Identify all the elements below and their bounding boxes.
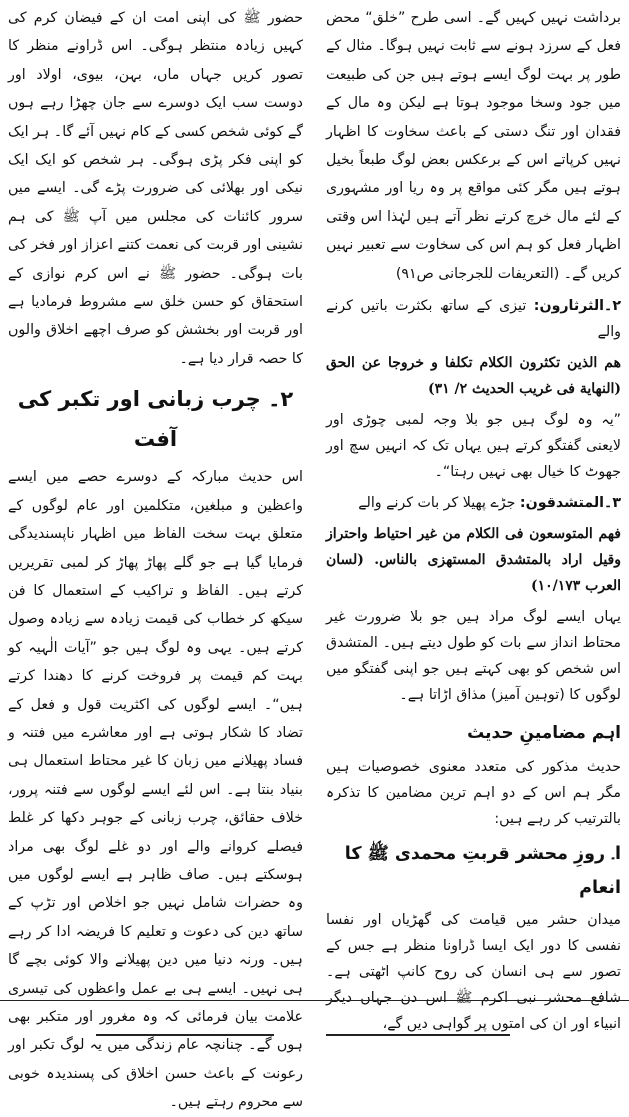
term-label: ۲۔الثرثارون: [533,298,621,315]
paragraph [326,490,621,516]
arabic-quote: فهم المتوسعون فى الكلام من غير احتياط واحتراز وقيل اراد بالمتشدق المستهزى بالناس. (لسان العرب ۱۰/۱۷۳) [326,526,621,595]
footer-divider [0,1000,629,1001]
term-text: تیزی کے ساتھ بکثرت باتیں کرنے والے [326,298,621,341]
document-page [8,4,621,1111]
paragraph [326,293,621,345]
left-column [8,4,303,1111]
term-text: جڑے پھیلا کر بات کرنے والے [358,495,520,512]
paragraph: حدیث مذکور کی متعدد معنوی خصوصیات ہیں مگر ہم اس کے دو اہم ترین مضامین کا تذکرہ بالترتیب کر رہے ہیں: [326,759,621,828]
footer-rule [96,1034,274,1036]
paragraph: ”یہ وہ لوگ ہیں جو بلا وجہ لمبی چوڑی اور لایعنی گفتگو کرتے ہیں یہاں تک کہ انہیں سچ اور جھوٹ کا خیال بھی نہیں رہتا“۔ [326,412,621,481]
subsection-heading: ا۔ روزِ محشر قربتِ محمدی ﷺ کا انعام [344,844,621,899]
term-label: ۳۔المتشدقون: [519,495,621,512]
arabic-quote: هم الذين تكثرون الكلام تكلفا و خروجا عن الحق (النهاية فى غريب الحديث ۲/ ۳۱) [326,355,621,398]
paragraph: حضور ﷺ کی اپنی امت ان کے فیضان کرم کی کہیں زیادہ منتظر ہوگی۔ اس ڈراونے منظر کا تصور کریں جہاں ماں، بہن، بیوی، اولاد اور دوست سب ایک دوسرے سے جان چھڑا رہے ہوں گے کوئی شخص کسی کے کام نہیں آئے گا۔ ہر ایک کو اپنی فکر پڑی ہوگی۔ ہر شخص کو ایک ایک نیکی اور بھلائی کی ضرورت پڑے گی۔ ایسے میں سرور کائنات کی مجلس میں آپ ﷺ کی ہم نشینی اور قربت کی نعمت کتنے اعزاز اور فخر کی بات ہوگی۔ حضور ﷺ نے اس کرم نوازی کے استحقاق کو حسن خلق سے مشروط فرمادیا ہے اور قربت اور بخشش کو صرف اچھے اخلاق والوں کا حصہ قرار دیا ہے۔ [8,10,303,367]
paragraph: اس حدیث مبارکہ کے دوسرے حصے میں ایسے واعظین و مبلغین، متکلمین اور عام لوگوں کے متعلق بہت سخت الفاظ میں اظہار ناپسندیدگی فرمایا گیا ہے جو گلے پھاڑ پھاڑ کر لمبی تقریریں کرتے ہیں۔ الفاظ و تراکیب کے استعمال کا فن سیکھ کر خطاب کی قیمت زیادہ سے زیادہ وصول کرتے ہیں۔ یہی وہ لوگ ہیں جو ”آیات الٰہیہ کو بہت کم قیمت پر فروخت کرنے کا دھندا کرتے ہیں“۔ ایسے لوگوں کی اکثریت قول و فعل کے تضاد کا شکار ہوتی ہے اور معاشرے میں فتنہ و فساد پھیلانے میں زبان کا غیر محتاط استعمال ہی بنیاد بنتا ہے۔ اس لئے ایسے لوگوں سے فتنہ پرور، خلاف حقائق، چرب زبانی کے جوہر دکھا کر غلط فیصلے کروانے والے اور دو غلے لوگ بھی مراد ہوسکتے ہیں۔ صاف ظاہر ہے ایسے لوگوں میں وہ حضرات شامل نہیں جو اخلاص اور تڑپ کے ساتھ دین کی دعوت و تعلیم کا فریضہ ادا کر رہے ہیں۔ ورنہ دنیا میں دین پھیلانے والا کوئی بچے گا ہی نہیں۔ ایسے ہی بے عمل واعظوں کی تیسری علامت بیان فرمائی کہ وہ مغرور اور متکبر بھی ہوں گے۔ چنانچہ عام زندگی میں یہ لوگ تکبر اور رعونت کے باعث حسن اخلاق کی پسندیدہ خوبی سے محروم رہتے ہیں۔ [8,469,303,1111]
paragraph: یہاں ایسے لوگ مراد ہیں جو بلا ضرورت غیر محتاط انداز سے بات کو طول دیتے ہیں۔ المتشدق اس شخص کو بھی کہتے ہیں جو اپنی گفتگو میں لوگوں کا (توہین آمیز) مذاق اڑاتا ہے۔ [326,609,621,704]
paragraph: میدان حشر میں قیامت کی گھڑیاں اور نفسا نفسی کا دور ایک ایسا ڈراونا منظر ہے جس کے تصور سے ہی انسان کی روح کانپ اٹھتی ہے۔ شافع محشر نبی اکرم ﷺ اس دن جہاں دیگر انبیاء اور ان کی امتوں پر گواہی دیں گے، [326,912,621,1033]
section-heading: ۲۔ چرب زبانی اور تکبر کی آفت [17,387,294,452]
section-heading: اہم مضامینِ حدیث [467,723,621,744]
right-column [326,4,621,1033]
footer-rule [326,1034,510,1036]
paragraph: برداشت نہیں کہیں گے۔ اسی طرح ”خلق“ محض فعل کے سرزد ہونے سے ثابت نہیں ہوگا۔ مثال کے طور پر بہت لوگ ایسے ہوتے ہیں جن کی طبیعت میں جود وسخا موجود ہوتا ہے لیکن وہ مال کے فقدان اور تنگ دستی کے باعث سخاوت کا اظہار نہیں کرپاتے اس کے برعکس بعض لوگ طبعاً بخیل ہوتے ہیں مگر کئی مواقع پر وہ ریا اور مشہوری کے لئے مال خرچ کرتے نظر آتے ہیں لہٰذا اس وقتی اظہار فعل کو ہم اس کی سخاوت سے تعبیر نہیں کریں گے۔ (التعریفات للجرجانی ص۹۱) [326,10,621,282]
